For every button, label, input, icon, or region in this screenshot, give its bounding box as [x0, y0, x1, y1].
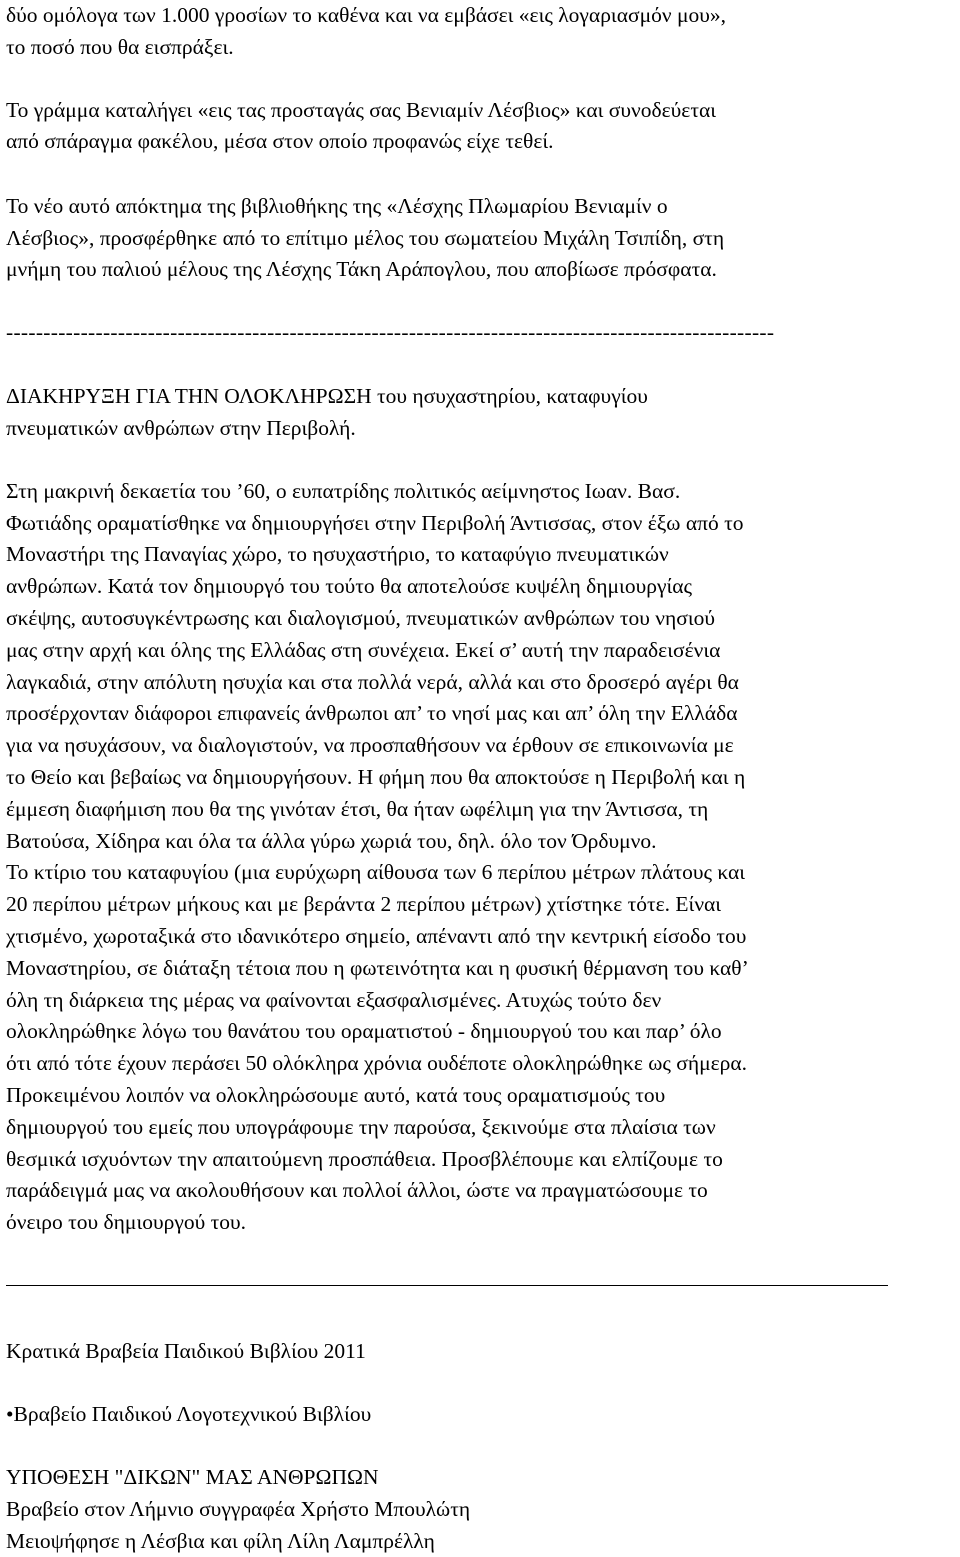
text-line: Βατούσα, Χίδηρα και όλα τα άλλα γύρω χωριά του, δηλ. όλο τον Όρδυμνο.	[6, 829, 657, 853]
text-line: ολοκληρώθηκε λόγω του θανάτου του οραματιστού - δημιουργού του και παρ’ όλο	[6, 1019, 722, 1043]
text-line: ανθρώπων. Κατά τον δημιουργό του τούτο θα αποτελούσε κυψέλη δημιουργίας	[6, 574, 693, 598]
bullet-item: •Βραβείο Παιδικού Λογοτεχνικού Βιβλίου	[6, 1402, 372, 1426]
text-line: παράδειγμά μας να ακολουθήσουν και πολλοί άλλοι, ώστε να πραγματώσουμε το	[6, 1178, 708, 1202]
text-line: θεσμικά ισχυόντων την απαιτούμενη προσπάθεια. Προσβλέπουμε και ελπίζουμε το	[6, 1147, 723, 1171]
text-line: Φωτιάδης οραματίσθηκε να δημιουργήσει στην Περιβολή Άντισσας, στον έξω από το	[6, 511, 744, 535]
text-line: μνήμη του παλιού μέλους της Λέσχης Τάκη Αράπογλου, που αποβίωσε πρόσφατα.	[6, 257, 717, 281]
text-line: Το γράμμα καταλήγει «εις τας προσταγάς σας Βενιαμίν Λέσβιος» και συνοδεύεται	[6, 98, 717, 122]
horizontal-rule	[6, 1285, 888, 1286]
text-line: 20 περίπου μέτρων μήκους και με βεράντα 2 περίπου μέτρων) χτίστηκε τότε. Είναι	[6, 892, 722, 916]
text-line: Μειοψήφησε η Λέσβια και φίλη Λίλη Λαμπρέλλη	[6, 1529, 435, 1553]
text-line: δύο ομόλογα των 1.000 γροσίων το καθένα και να εμβάσει «εις λογαριασμόν μου»,	[6, 3, 726, 27]
text-line: Στη μακρινή δεκαετία του ’60, ο ευπατρίδης πολιτικός αείμνηστος Ιωαν. Βασ.	[6, 479, 681, 503]
text-line: Μοναστηρίου, σε διάταξη τέτοια που η φωτεινότητα και η φυσική θέρμανση του καθ’	[6, 956, 749, 980]
text-line: έμμεση διαφήμιση που θα της γινόταν έτσι, θα ήταν ωφέλιμη για την Άντισσα, τη	[6, 797, 709, 821]
text-line: πνευματικών ανθρώπων στην Περιβολή.	[6, 416, 356, 440]
text-line: προσέρχονταν διάφοροι επιφανείς άνθρωποι απ’ το νησί μας και απ’ όλη την Ελλάδα	[6, 701, 738, 725]
text-line: ΔΙΑΚΗΡΥΞΗ ΓΙΑ ΤΗΝ ΟΛΟΚΛΗΡΩΣΗ του ησυχαστηρίου, καταφυγίου	[6, 384, 648, 408]
text-line: χτισμένο, χωροταξικά στο ιδανικότερο σημείο, απέναντι από την κεντρική είσοδο του	[6, 924, 747, 948]
text-line: από σπάραγμα φακέλου, μέσα στον οποίο προφανώς είχε τεθεί.	[6, 129, 554, 153]
text-line: Μοναστήρι της Παναγίας χώρο, το ησυχαστήριο, το καταφύγιο πνευματικών	[6, 542, 669, 566]
text-line: το Θείο και βεβαίως να δημιουργήσουν. Η φήμη που θα αποκτούσε η Περιβολή και η	[6, 765, 746, 789]
dash-separator: -------------------------------------------------------------------------------------------------------	[6, 320, 775, 344]
text-line: για να ησυχάσουν, να διαλογιστούν, να προσπαθήσουν να έρθουν σε επικοινωνία με	[6, 733, 734, 757]
text-line: Το κτίριο του καταφυγίου (μια ευρύχωρη αίθουσα των 6 περίπου μέτρων πλάτους και	[6, 860, 746, 884]
awards-heading: Κρατικά Βραβεία Παιδικού Βιβλίου 2011	[6, 1339, 366, 1363]
text-line: το ποσό που θα εισπράξει.	[6, 35, 234, 59]
text-line: όνειρο του δημιουργού του.	[6, 1210, 247, 1234]
text-line: Λέσβιος», προσφέρθηκε από το επίτιμο μέλος του σωματείου Μιχάλη Τσιπίδη, στη	[6, 226, 725, 250]
text-line: Το νέο αυτό απόκτημα της βιβλιοθήκης της «Λέσχης Πλωμαρίου Βενιαμίν ο	[6, 194, 668, 218]
text-line: λαγκαδιά, στην απόλυτη ησυχία και στα πολλά νερά, αλλά και στο δροσερό αγέρι θα	[6, 670, 739, 694]
text-line: δημιουργού του εμείς που υπογράφουμε την παρούσα, ξεκινούμε στα πλαίσια των	[6, 1115, 716, 1139]
text-line: Βραβείο στον Λήμνιο συγγραφέα Χρήστο Μπουλώτη	[6, 1497, 471, 1521]
text-line: σκέψης, αυτοσυγκέντρωσης και διαλογισμού, πνευματικών ανθρώπων του νησιού	[6, 606, 716, 630]
text-line: Προκειμένου λοιπόν να ολοκληρώσουμε αυτό, κατά τους οραματισμούς του	[6, 1083, 666, 1107]
text-line: όλη τη διάρκεια της μέρας να φαίνονται εξασφαλισμένες. Ατυχώς τούτο δεν	[6, 988, 662, 1012]
text-line: ότι από τότε έχουν περάσει 50 ολόκληρα χρόνια ουδέποτε ολοκληρώθηκε ως σήμερα.	[6, 1051, 748, 1075]
case-title: ΥΠΟΘΕΣΗ "ΔΙΚΩΝ" ΜΑΣ ΑΝΘΡΩΠΩΝ	[6, 1465, 379, 1489]
text-line: μας στην αρχή και όλης της Ελλάδας στη συνέχεια. Εκεί σ’ αυτή την παραδεισένια	[6, 638, 721, 662]
